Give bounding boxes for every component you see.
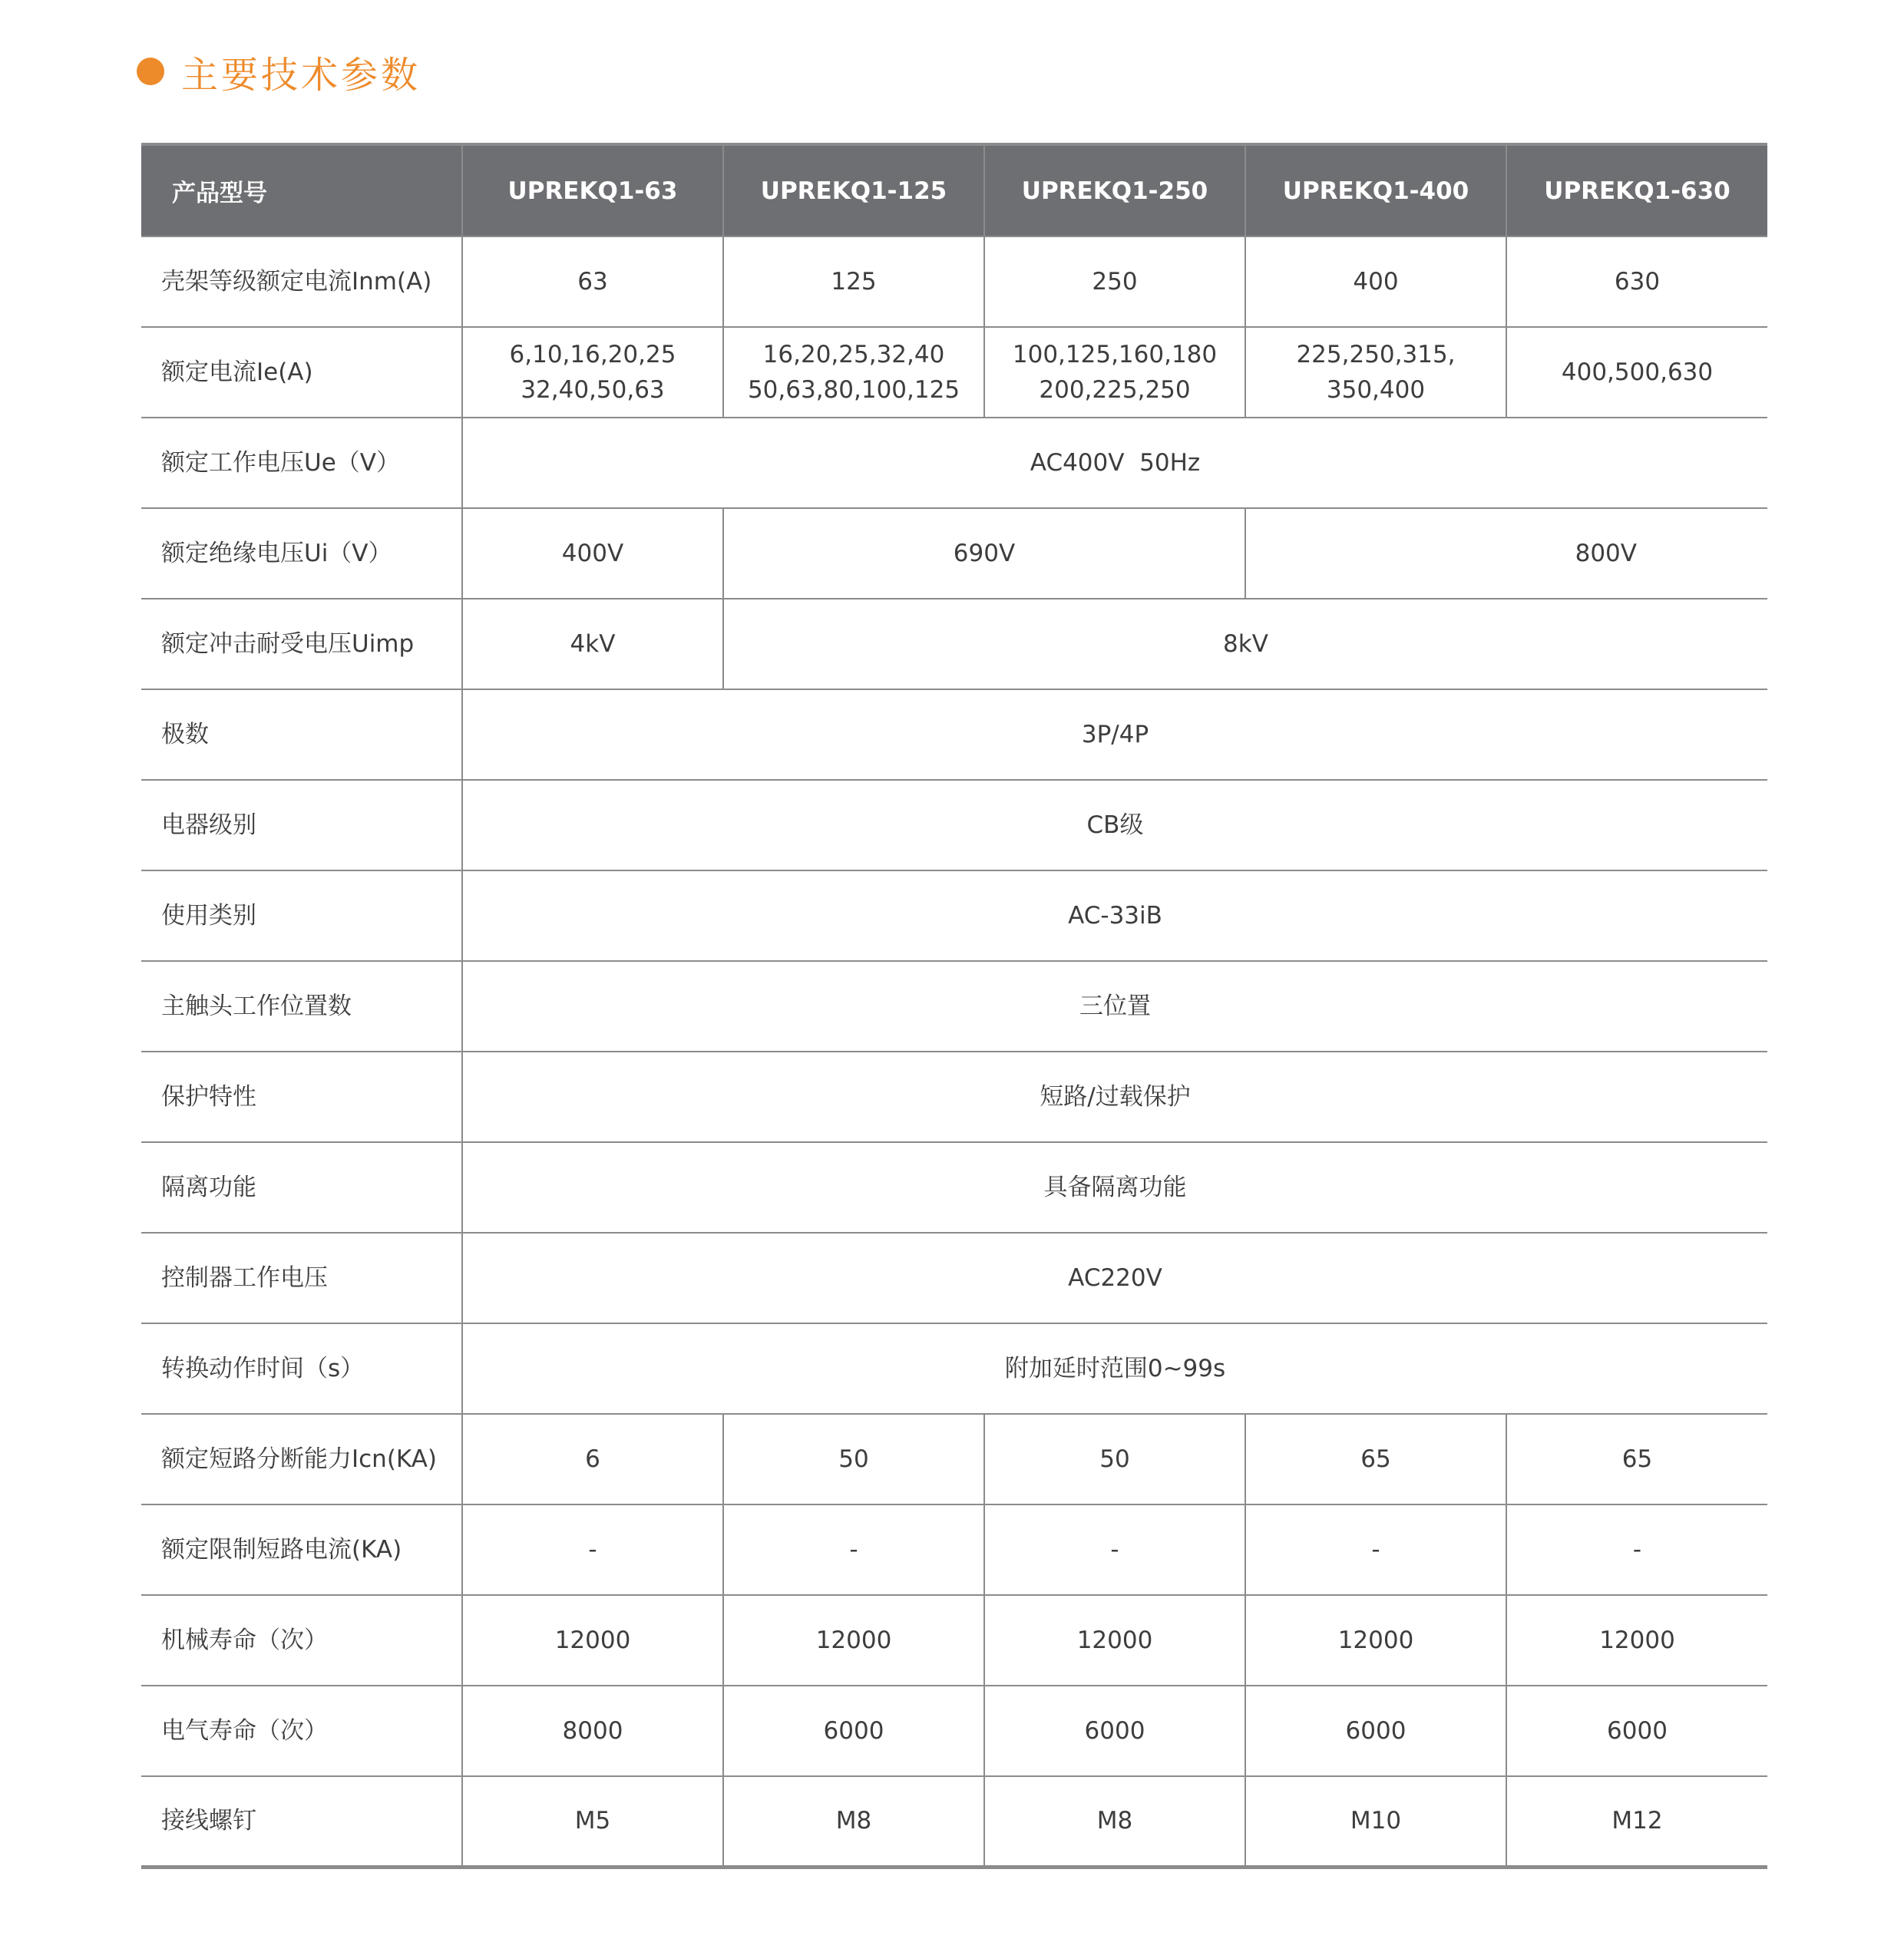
table-row bbox=[141, 1323, 1767, 1414]
cell-line: 200,225,250 bbox=[1039, 376, 1191, 404]
row-label: 额定绝缘电压Ui（V） bbox=[141, 508, 462, 599]
cell-value: 12000 bbox=[723, 1595, 984, 1686]
cell-line: 350,400 bbox=[1326, 376, 1426, 404]
cell-line: 400,500,630 bbox=[1561, 358, 1714, 386]
row-label: 隔离功能 bbox=[141, 1142, 462, 1233]
cell-value: 63 bbox=[462, 236, 723, 327]
cell-value: - bbox=[462, 1504, 723, 1595]
cell-value: - bbox=[1245, 1504, 1506, 1595]
model-header: UPREKQ1-125 bbox=[723, 144, 984, 236]
cell-value: 具备隔离功能 bbox=[462, 1142, 1767, 1233]
cell-value: 4kV bbox=[462, 599, 723, 689]
cell-line: 16,20,25,32,40 bbox=[762, 341, 945, 368]
cell-line: 50,63,80,100,125 bbox=[747, 376, 960, 404]
cell-value: 400V bbox=[462, 508, 723, 599]
cell-value: 6000 bbox=[723, 1686, 984, 1776]
cell-value: 12000 bbox=[1245, 1595, 1506, 1686]
section-header bbox=[137, 45, 421, 98]
bullet-dot-icon bbox=[137, 58, 164, 85]
cell-value: 250 bbox=[984, 236, 1245, 327]
cell-line: 6,10,16,20,25 bbox=[509, 341, 676, 368]
cell-value bbox=[723, 327, 984, 418]
cell-value: 8000 bbox=[462, 1686, 723, 1776]
table-row bbox=[141, 689, 1767, 780]
row-label: 额定短路分断能力Icn(KA) bbox=[141, 1414, 462, 1504]
cell-value bbox=[1506, 327, 1767, 418]
row-label: 主触头工作位置数 bbox=[141, 961, 462, 1052]
table-row bbox=[141, 1595, 1767, 1686]
cell-value: 50 bbox=[723, 1414, 984, 1504]
cell-value: 附加延时范围0~99s bbox=[462, 1323, 1767, 1414]
cell-value: 6000 bbox=[1245, 1686, 1506, 1776]
cell-value bbox=[462, 327, 723, 418]
cell-line: 225,250,315, bbox=[1296, 341, 1456, 368]
cell-value: 690V bbox=[723, 508, 1245, 599]
table-row bbox=[141, 236, 1767, 327]
cell-value: - bbox=[1506, 1504, 1767, 1595]
row-label: 额定限制短路电流(KA) bbox=[141, 1504, 462, 1595]
table-row bbox=[141, 418, 1767, 508]
cell-line: 32,40,50,63 bbox=[521, 376, 665, 404]
cell-value: 12000 bbox=[1506, 1595, 1767, 1686]
table-row bbox=[141, 508, 1767, 599]
model-header: UPREKQ1-630 bbox=[1506, 144, 1767, 236]
cell-value: 6 bbox=[462, 1414, 723, 1504]
cell-value bbox=[984, 327, 1245, 418]
table-row bbox=[141, 870, 1767, 961]
table-row bbox=[141, 1052, 1767, 1142]
table-row bbox=[141, 1233, 1767, 1323]
cell-value: - bbox=[984, 1504, 1245, 1595]
table-row bbox=[141, 1776, 1767, 1867]
cell-value: 短路/过载保护 bbox=[462, 1052, 1767, 1142]
cell-value: 50 bbox=[984, 1414, 1245, 1504]
cell-value: AC220V bbox=[462, 1233, 1767, 1323]
row-label: 机械寿命（次） bbox=[141, 1595, 462, 1686]
cell-value: AC400V 50Hz bbox=[462, 418, 1767, 508]
spec-table bbox=[141, 143, 1767, 1869]
cell-value: 8kV bbox=[723, 599, 1767, 689]
cell-value: M5 bbox=[462, 1776, 723, 1867]
cell-value: 125 bbox=[723, 236, 984, 327]
row-label: 壳架等级额定电流Inm(A) bbox=[141, 236, 462, 327]
model-header: UPREKQ1-400 bbox=[1245, 144, 1506, 236]
cell-value: 三位置 bbox=[462, 961, 1767, 1052]
cell-value: 3P/4P bbox=[462, 689, 1767, 780]
cell-value: 12000 bbox=[984, 1595, 1245, 1686]
cell-value: M8 bbox=[723, 1776, 984, 1867]
row-label: 控制器工作电压 bbox=[141, 1233, 462, 1323]
table-row bbox=[141, 599, 1767, 689]
section-title: 主要技术参数 bbox=[181, 53, 421, 97]
row-label: 接线螺钉 bbox=[141, 1776, 462, 1867]
table-row bbox=[141, 1142, 1767, 1233]
cell-value: 800V bbox=[1245, 508, 1767, 599]
cell-value: 65 bbox=[1506, 1414, 1767, 1504]
table-row bbox=[141, 1686, 1767, 1776]
table-row bbox=[141, 780, 1767, 870]
table-row bbox=[141, 1414, 1767, 1504]
row-label: 电气寿命（次） bbox=[141, 1686, 462, 1776]
cell-value: 65 bbox=[1245, 1414, 1506, 1504]
row-label: 极数 bbox=[141, 689, 462, 780]
row-label: 转换动作时间（s） bbox=[141, 1323, 462, 1414]
table-row bbox=[141, 961, 1767, 1052]
row-label: 电器级别 bbox=[141, 780, 462, 870]
model-header: UPREKQ1-250 bbox=[984, 144, 1245, 236]
row-label: 保护特性 bbox=[141, 1052, 462, 1142]
cell-value bbox=[1245, 327, 1506, 418]
table-row bbox=[141, 327, 1767, 418]
cell-value: M8 bbox=[984, 1776, 1245, 1867]
model-header: UPREKQ1-63 bbox=[462, 144, 723, 236]
row-label: 额定工作电压Ue（V） bbox=[141, 418, 462, 508]
row-label: 额定电流Ie(A) bbox=[141, 327, 462, 418]
cell-value: M10 bbox=[1245, 1776, 1506, 1867]
cell-value: M12 bbox=[1506, 1776, 1767, 1867]
cell-value: AC-33iB bbox=[462, 870, 1767, 961]
header-row bbox=[141, 144, 1767, 236]
cell-value: 630 bbox=[1506, 236, 1767, 327]
cell-value: CB级 bbox=[462, 780, 1767, 870]
cell-value: 12000 bbox=[462, 1595, 723, 1686]
cell-value: 6000 bbox=[984, 1686, 1245, 1776]
row-label: 额定冲击耐受电压Uimp bbox=[141, 599, 462, 689]
cell-value: 6000 bbox=[1506, 1686, 1767, 1776]
header-label: 产品型号 bbox=[141, 144, 462, 236]
cell-value: 400 bbox=[1245, 236, 1506, 327]
row-label: 使用类别 bbox=[141, 870, 462, 961]
table-row bbox=[141, 1504, 1767, 1595]
cell-value: - bbox=[723, 1504, 984, 1595]
cell-line: 100,125,160,180 bbox=[1012, 341, 1218, 368]
